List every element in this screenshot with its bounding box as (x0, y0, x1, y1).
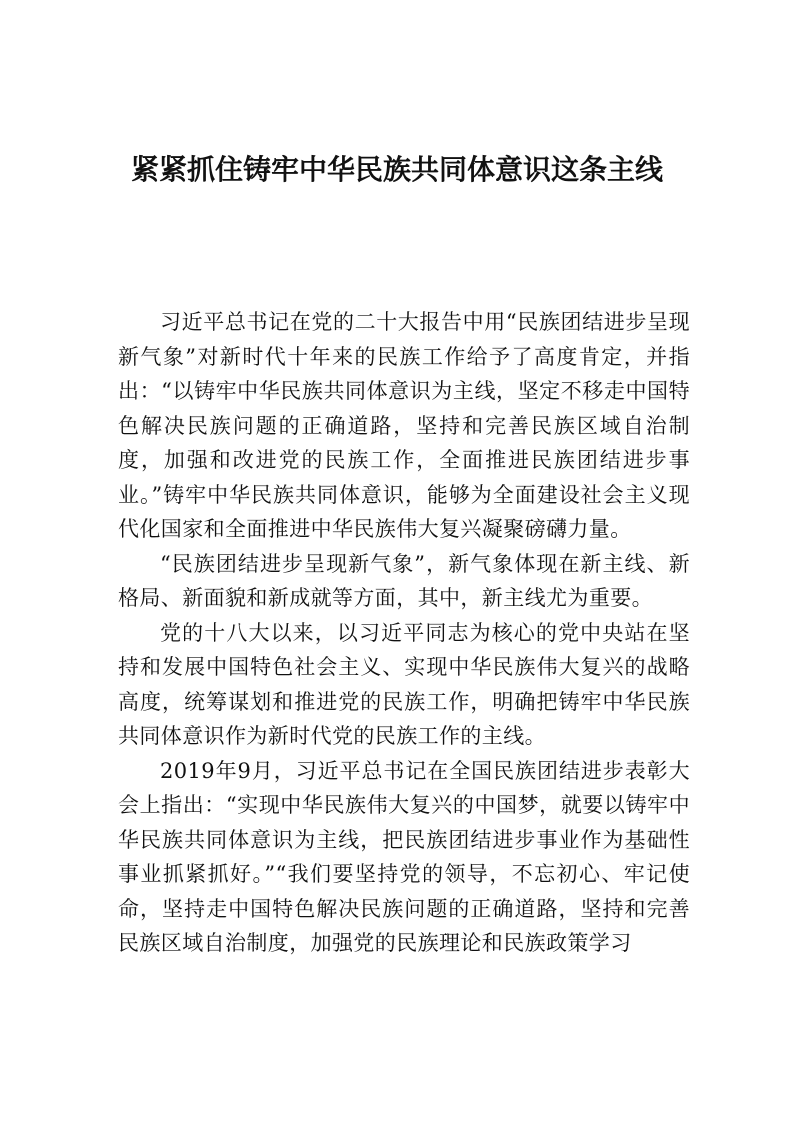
paragraph: “民族团结进步呈现新气象”，新气象体现在新主线、新格局、新面貌和新成就等方面，其中，新主线尤为重要。 (118, 551, 690, 610)
document-body (118, 305, 690, 961)
paragraph: 2019年9月，习近平总书记在全国民族团结进步表彰大会上指出：“实现中华民族伟大复兴的中国梦，就要以铸牢中华民族共同体意识为主线，把民族团结进步事业作为基础性事业抓紧抓好。”“我们要坚持党的领导，不忘初心、牢记使命，坚持走中国特色解决民族问题的正确道路，坚持和完善民族区域自治制度，加强党的民族理论和民族政策学习 (118, 758, 690, 955)
paragraph: 习近平总书记在党的二十大报告中用“民族团结进步呈现新气象”对新时代十年来的民族工作给予了高度肯定，并指出：“以铸牢中华民族共同体意识为主线，坚定不移走中国特色解决民族问题的正确道路，坚持和完善民族区域自治制度，加强和改进党的民族工作，全面推进民族团结进步事业。”铸牢中华民族共同体意识，能够为全面建设社会主义现代化国家和全面推进中华民族伟大复兴凝聚磅礴力量。 (118, 310, 690, 541)
document-title: 紧紧抓住铸牢中华民族共同体意识这条主线 (130, 153, 663, 186)
paragraph: 党的十八大以来，以习近平同志为核心的党中央站在坚持和发展中国特色社会主义、实现中华民族伟大复兴的战略高度，统筹谋划和推进党的民族工作，明确把铸牢中华民族共同体意识作为新时代党的民族工作的主线。 (118, 620, 690, 748)
